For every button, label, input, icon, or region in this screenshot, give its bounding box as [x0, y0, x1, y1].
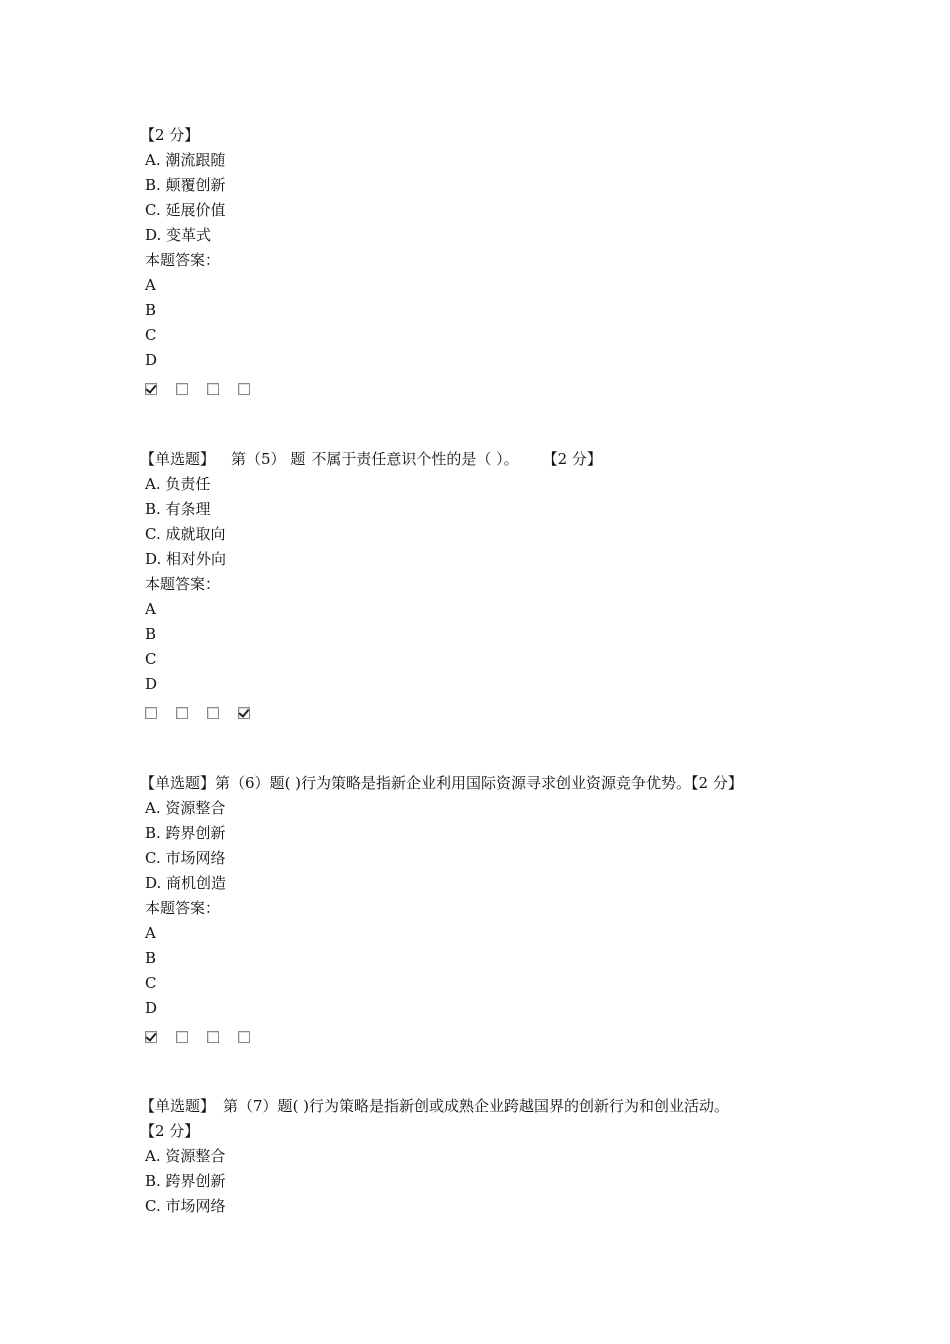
answer-checkbox-b[interactable]	[176, 1031, 188, 1043]
answer-letter-a: A	[145, 600, 156, 618]
question-text: 不属于责任意识个性的是（ ）。	[311, 450, 519, 468]
answer-checkbox-c[interactable]	[207, 383, 219, 395]
question-score: 【2 分】	[140, 126, 200, 144]
answer-letter-c: C	[145, 650, 157, 668]
option-c: C. 延展价值	[145, 201, 226, 219]
question-number: 第（7）题	[223, 1097, 293, 1115]
answer-letter-a: A	[145, 276, 156, 294]
answer-checkbox-a[interactable]	[145, 707, 157, 719]
answer-letter-a: A	[145, 924, 156, 942]
option-d: D. 商机创造	[145, 874, 227, 892]
answer-letter-b: B	[145, 625, 157, 643]
answer-checkbox-a[interactable]	[145, 383, 157, 395]
option-a: A. 负责任	[145, 475, 211, 493]
option-c: C. 成就取向	[145, 525, 226, 543]
answer-letter-c: C	[145, 974, 157, 992]
answer-letter-d: D	[145, 351, 158, 369]
answer-checkbox-b[interactable]	[176, 383, 188, 395]
question-text: ( )行为策略是指新创或成熟企业跨越国界的创新行为和创业活动。	[292, 1097, 730, 1115]
answer-checkbox-d[interactable]	[238, 383, 250, 395]
option-b: B. 跨界创新	[145, 824, 226, 842]
option-b: B. 颠覆创新	[145, 176, 226, 194]
option-d: D. 相对外向	[145, 550, 227, 568]
question-header	[140, 771, 840, 796]
question-score: 【2 分】	[542, 450, 602, 468]
question-4	[140, 123, 840, 403]
answer-letter-c: C	[145, 326, 157, 344]
answer-label: 本题答案：	[145, 899, 221, 917]
question-header	[140, 1094, 840, 1119]
answer-checkboxes	[140, 707, 840, 727]
answer-letter-b: B	[145, 949, 157, 967]
option-a: A. 潮流跟随	[145, 151, 226, 169]
answer-checkbox-a[interactable]	[145, 1031, 157, 1043]
option-c: C. 市场网络	[145, 849, 226, 867]
question-number: 第（6）题	[215, 774, 285, 792]
question-header	[140, 447, 840, 472]
question-type: 【单选题】	[140, 450, 216, 468]
answer-checkbox-c[interactable]	[207, 707, 219, 719]
answer-letter-d: D	[145, 999, 158, 1017]
question-type: 【单选题】	[140, 774, 216, 792]
option-a: A. 资源整合	[145, 1147, 226, 1165]
answer-letter-d: D	[145, 675, 158, 693]
answer-checkbox-b[interactable]	[176, 707, 188, 719]
option-b: B. 跨界创新	[145, 1172, 226, 1190]
answer-label: 本题答案：	[145, 575, 221, 593]
question-score: 【2 分】	[691, 774, 743, 792]
option-d: D. 变革式	[145, 226, 212, 244]
option-c: C. 市场网络	[145, 1197, 226, 1215]
question-number: 第（5） 题	[231, 450, 306, 468]
answer-letter-b: B	[145, 301, 157, 319]
option-a: A. 资源整合	[145, 799, 226, 817]
answer-label: 本题答案：	[145, 251, 221, 269]
option-b: B. 有条理	[145, 500, 211, 518]
answer-checkbox-c[interactable]	[207, 1031, 219, 1043]
answer-checkboxes	[140, 383, 840, 403]
question-text: ( )行为策略是指新企业利用国际资源寻求创业资源竞争优势。	[284, 774, 692, 792]
question-6	[140, 771, 840, 1051]
answer-checkbox-d[interactable]	[238, 1031, 250, 1043]
answer-checkboxes	[140, 1031, 840, 1051]
question-5	[140, 447, 840, 727]
question-7	[140, 1094, 840, 1219]
answer-checkbox-d[interactable]	[238, 707, 250, 719]
question-type: 【单选题】	[140, 1097, 216, 1115]
question-score: 【2 分】	[140, 1122, 200, 1140]
